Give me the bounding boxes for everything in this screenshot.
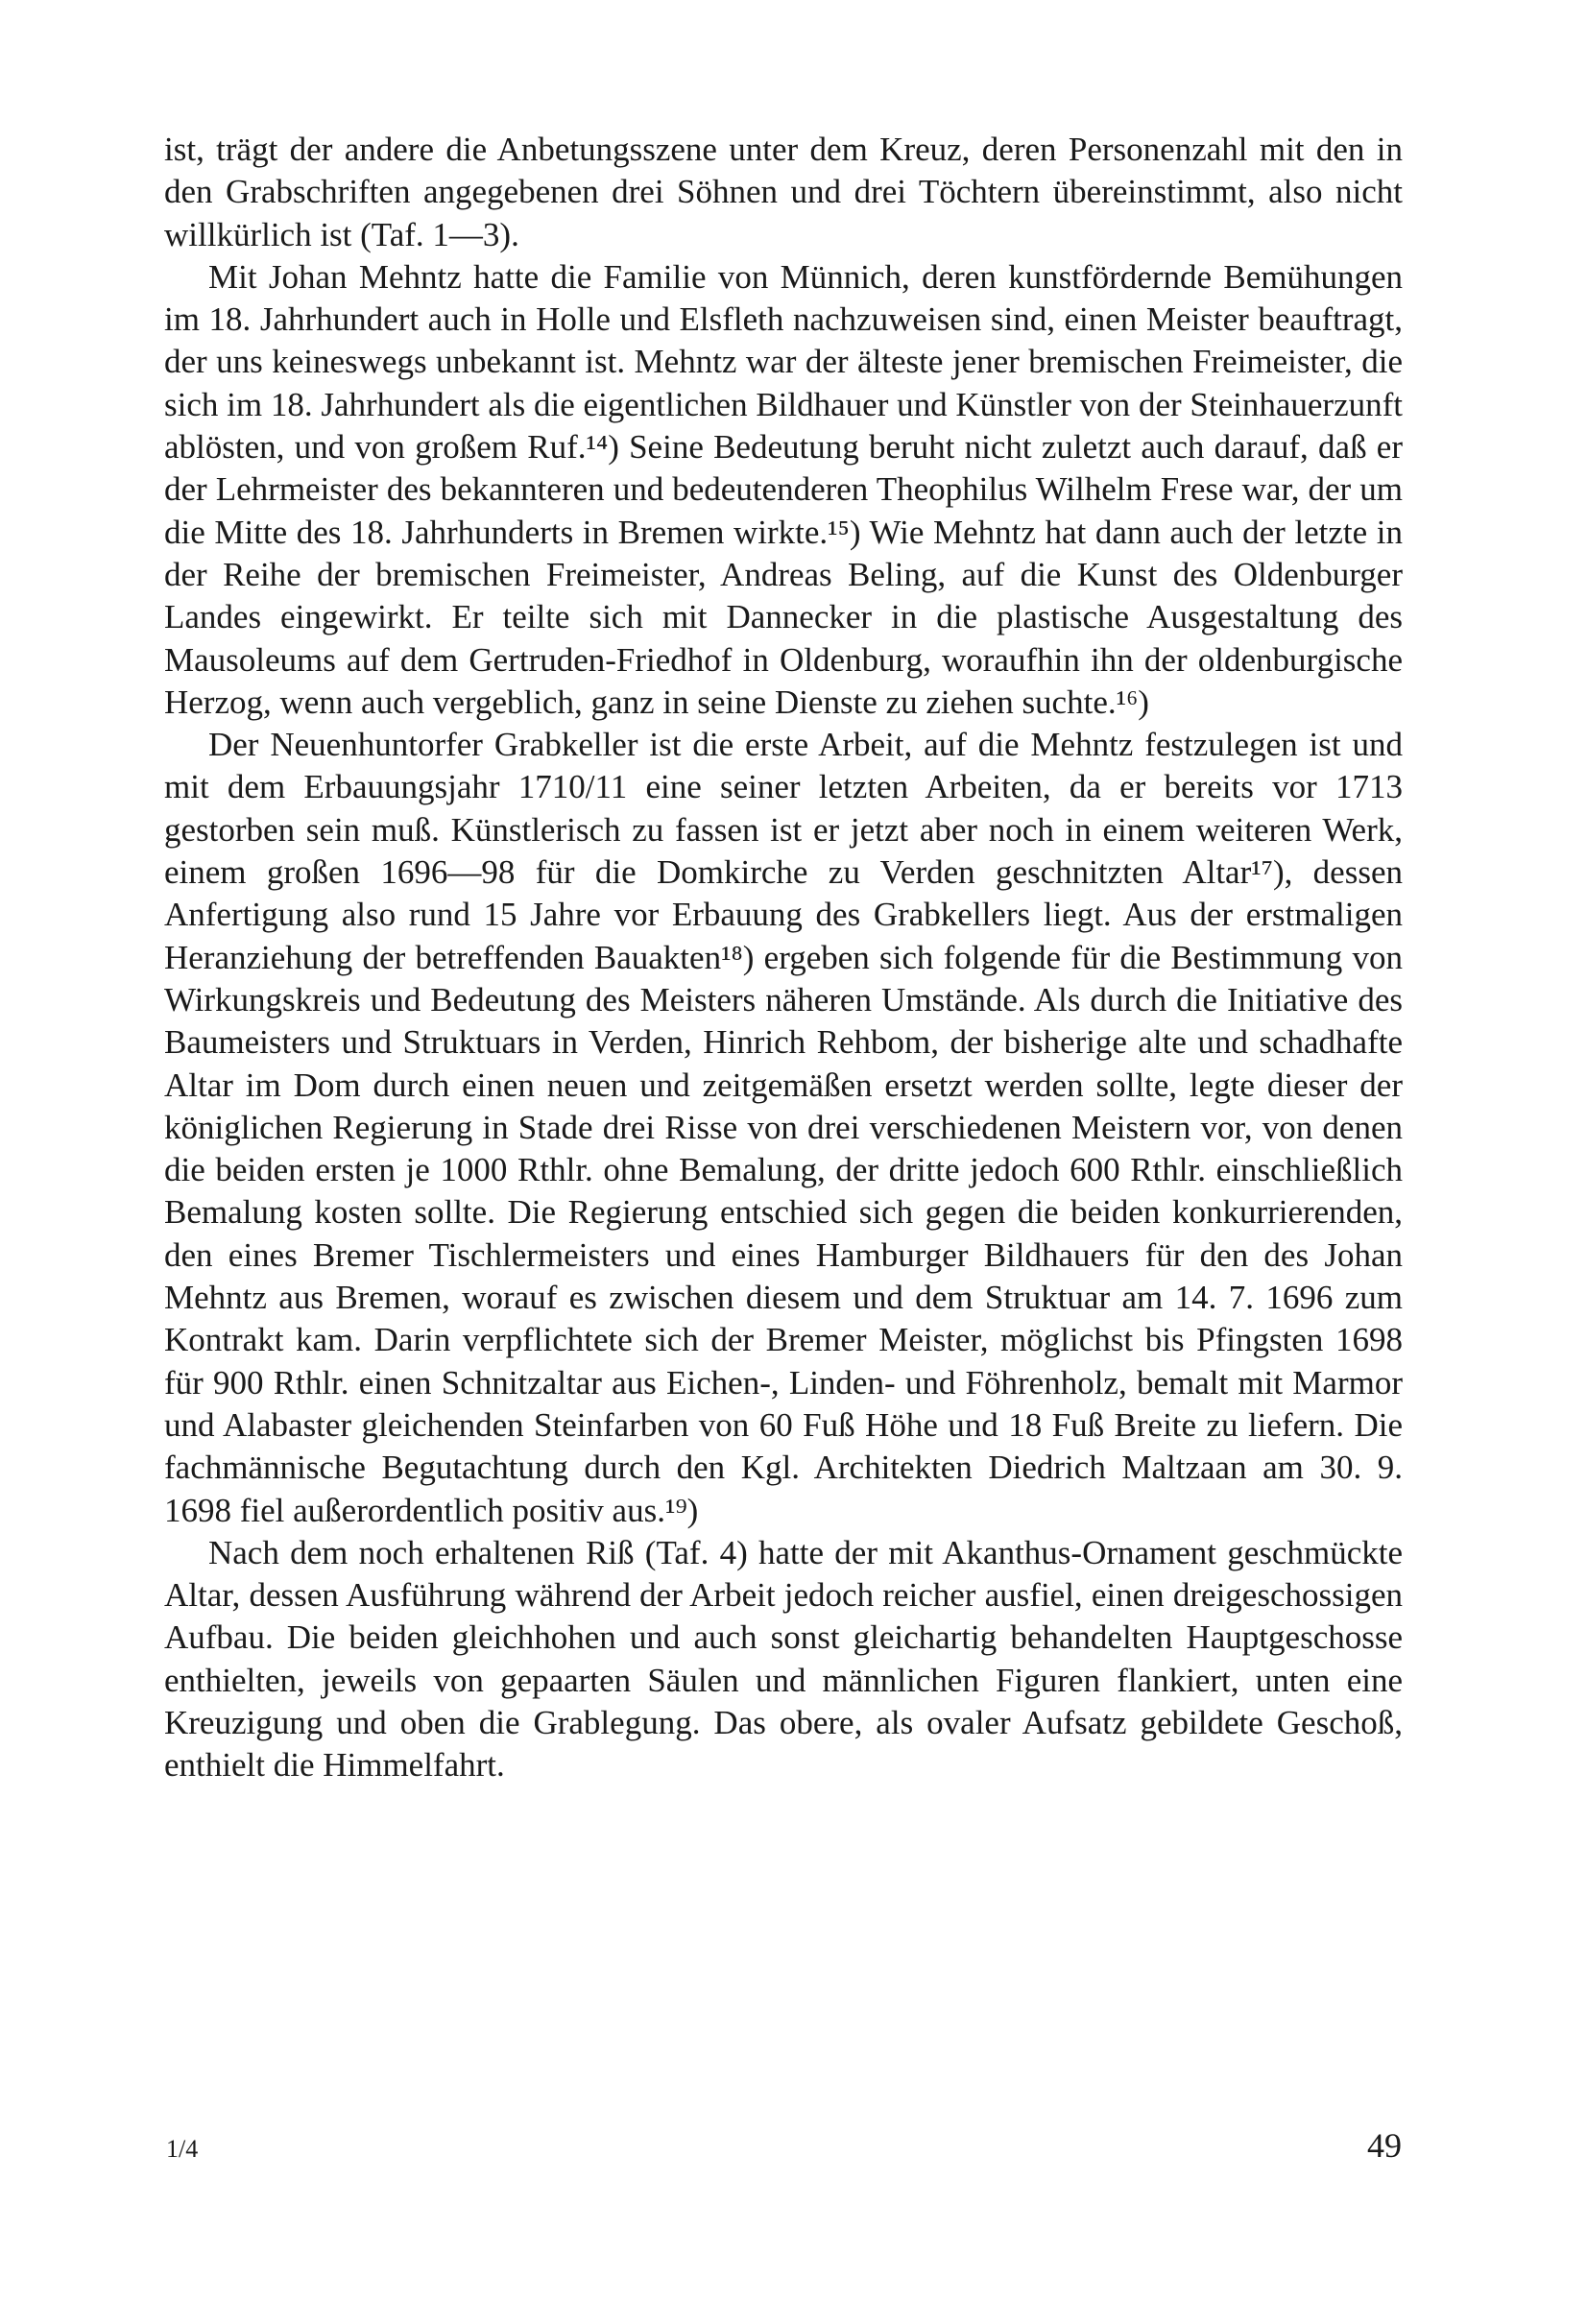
paragraph-4: Nach dem noch erhaltenen Riß (Taf. 4) hatte der mit Akanthus-Ornament geschmückte Altar, dessen Ausführung während der Arbeit jedoch reicher ausfiel, einen dreigeschossigen Aufbau. Die beiden gleichhohen und auch sonst gleichartig behandelten Hauptgeschosse enthielten, jeweils von gepaarten Säulen und männlichen Figuren flankiert, unten eine Kreuzigung und oben die Grablegung. Das obere, als ovaler Aufsatz gebildete Geschoß, enthielt die Himmelfahrt. bbox=[164, 1533, 1403, 1785]
paragraph-3: Der Neuenhuntorfer Grabkeller ist die erste Arbeit, auf die Mehntz festzulegen ist und mit dem Erbauungsjahr 1710/11 eine seiner letzten Arbeiten, da er bereits vor 1713 gestorben sein muß. Künstlerisch zu fassen ist er jetzt aber noch in einem weiteren Werk, einem großen 1696—98 für die Domkirche zu Verden geschnitzten Altar¹⁷), dessen Anfertigung also rund 15 Jahre vor Erbauung des Grabkellers liegt. Aus der erstmaligen Heranziehung der betreffenden Bauakten¹⁸) ergeben sich folgende für die Bestimmung von Wirkungskreis und Bedeutung des Meisters näheren Umstände. Als durch die Initiative des Baumeisters und Struktuars in Verden, Hinrich Rehbom, der bisherige alte und schadhafte Altar im Dom durch einen neuen und zeitgemäßen ersetzt werden sollte, legte dieser der königlichen Regierung in Stade drei Risse von drei verschiedenen Meistern vor, von denen die beiden ersten je 1000 Rthlr. ohne Bemalung, der dritte jedoch 600 Rthlr. einschließlich Bemalung kosten sollte. Die Regierung entschied sich gegen die beiden konkurrierenden, den eines Bremer Tischlermeisters und eines Hamburger Bildhauers für den des Johan Mehntz aus Bremen, worauf es zwischen diesem und dem Struktuar am 14. 7. 1696 zum Kontrakt kam. Darin verpflichtete sich der Bremer Meister, möglichst bis Pfingsten 1698 für 900 Rthlr. einen Schnitzaltar aus Eichen-, Linden- und Föhrenholz, bemalt mit Marmor und Alabaster gleichenden Steinfarben von 60 Fuß Höhe und 18 Fuß Breite zu liefern. Die fachmännische Begutachtung durch den Kgl. Architekten Diedrich Maltzaan am 30. 9. 1698 fiel außerordentlich positiv aus.¹⁹) bbox=[164, 726, 1403, 1529]
body-text bbox=[164, 129, 1403, 1787]
paragraph-1: ist, trägt der andere die Anbetungsszene unter dem Kreuz, deren Personenzahl mit den in den Grabschriften angegebenen drei Söhnen und drei Töchtern übereinstimmt, also nicht willkürlich ist (Taf. 1—3). bbox=[164, 131, 1403, 253]
paragraph-2: Mit Johan Mehntz hatte die Familie von Münnich, deren kunstfördernde Bemühungen im 18. Jahrhundert auch in Holle und Elsfleth nachzuweisen sind, einen Meister beauftragt, der uns keineswegs unbekannt ist. Mehntz war der älteste jener bremischen Freimeister, die sich im 18. Jahrhundert als die eigentlichen Bildhauer und Künstler von der Steinhauerzunft ablösten, und von großem Ruf.¹⁴) Seine Bedeutung beruht nicht zuletzt auch darauf, daß er der Lehrmeister des bekannteren und bedeutenderen Theophilus Wilhelm Frese war, der um die Mitte des 18. Jahrhunderts in Bremen wirkte.¹⁵) Wie Mehntz hat dann auch der letzte in der Reihe der bremischen Freimeister, Andreas Beling, auf die Kunst des Oldenburger Landes eingewirkt. Er teilte sich mit Dannecker in die plastische Ausgestaltung des Mausoleums auf dem Gertruden-Friedhof in Oldenburg, woraufhin ihn der oldenburgische Herzog, wenn auch vergeblich, ganz in seine Dienste zu ziehen suchte.¹⁶) bbox=[164, 257, 1403, 721]
page-number: 49 bbox=[1367, 2126, 1402, 2165]
printer-signature: 1/4 bbox=[166, 2135, 199, 2163]
